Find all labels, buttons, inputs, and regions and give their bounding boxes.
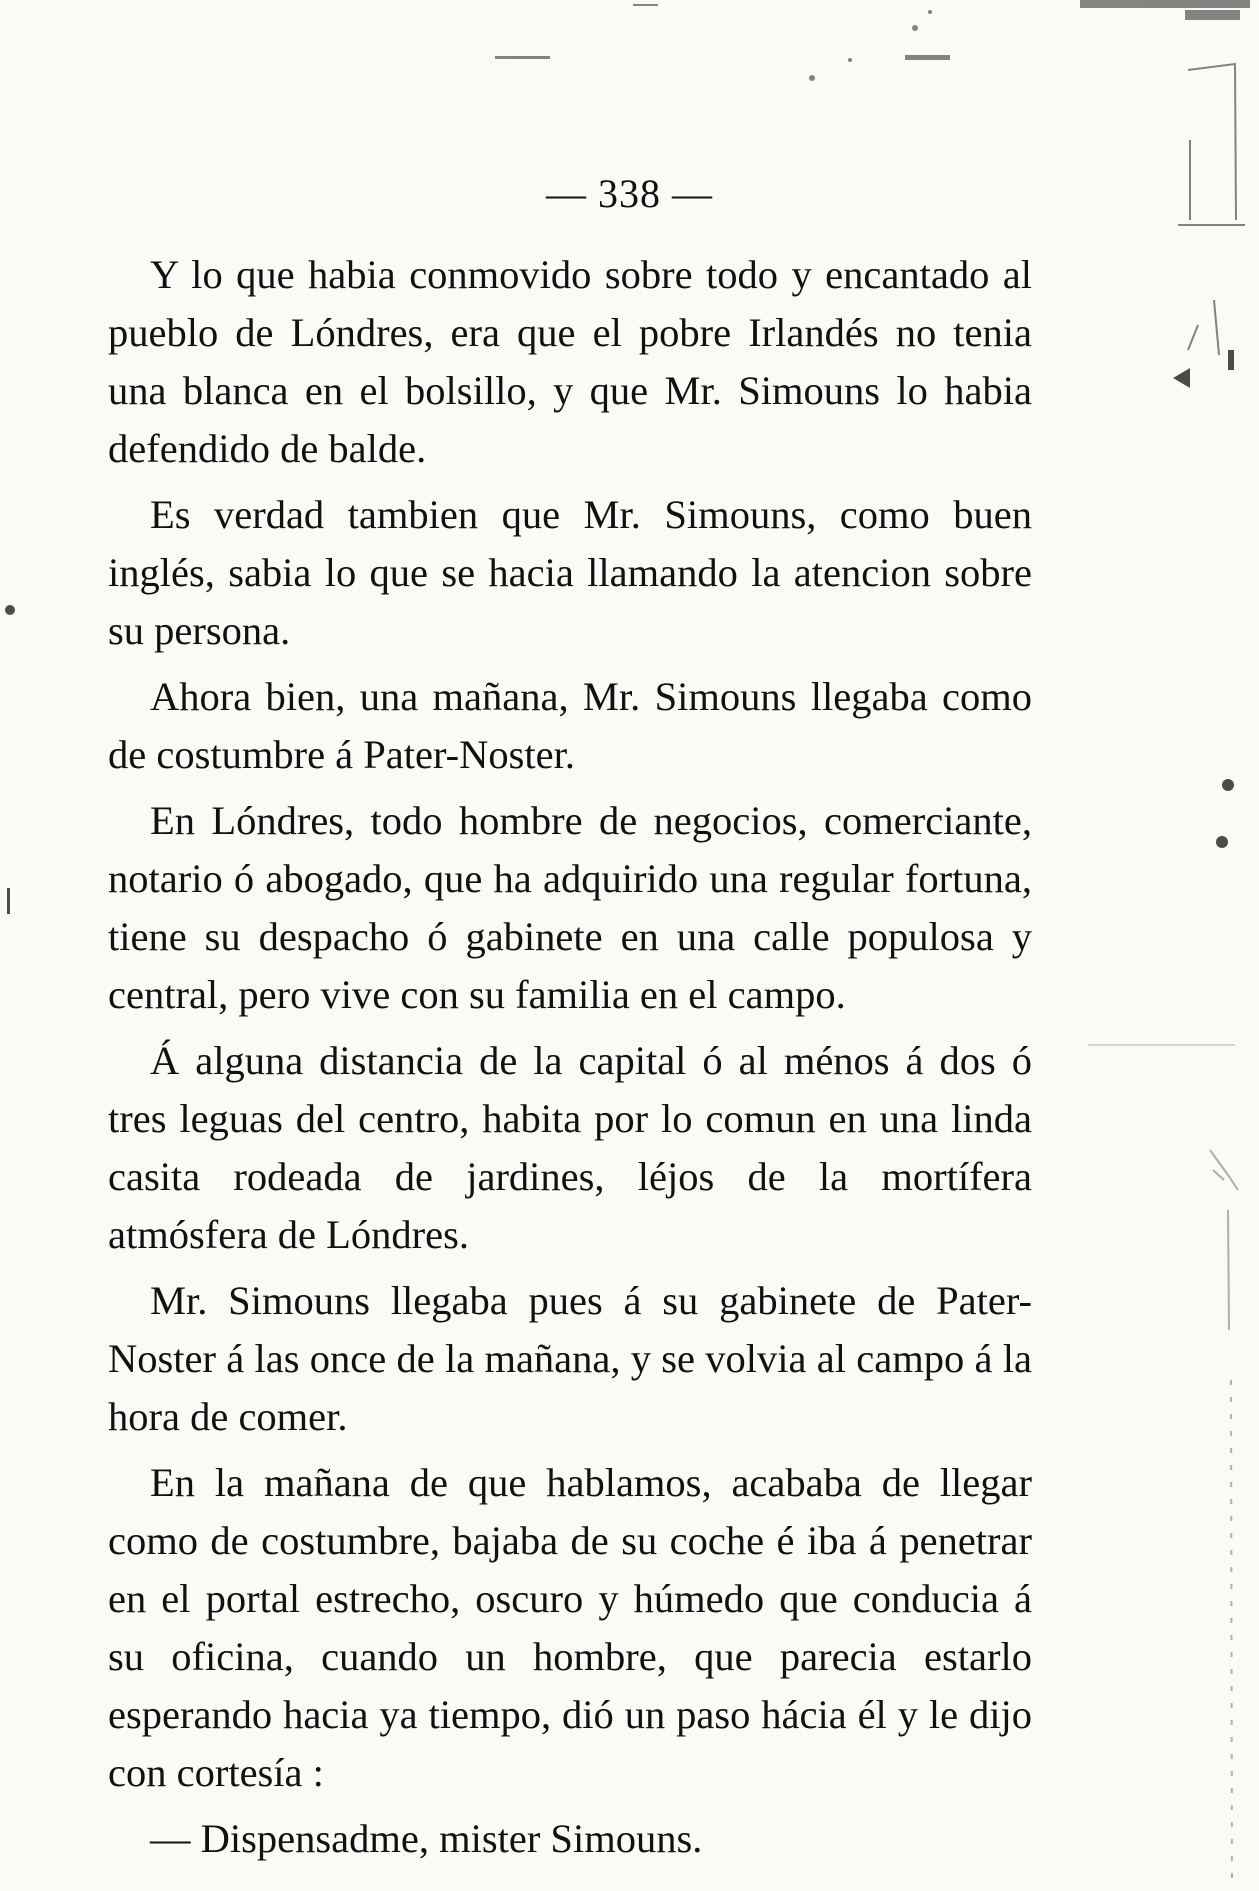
paragraph: Y lo que habia conmovido sobre todo y encantado al pueblo de Lóndres, era que el pobre Irlandés no tenia una blanca en el bolsillo, y que Mr. Simouns lo habia defendido de balde.: [108, 252, 1032, 471]
paragraph: Es verdad tambien que Mr. Simouns, como buen inglés, sabia lo que se hacia llamando la atencion sobre su persona.: [108, 492, 1032, 653]
paragraph: Mr. Simouns llegaba pues á su gabinete de Pater-Noster á las once de la mañana, y se volvia al campo á la hora de comer.: [108, 1278, 1032, 1439]
paragraph: — Dispensadme, mister Simouns.: [150, 1816, 703, 1861]
page-number: — 338 —: [546, 171, 713, 216]
paragraph: Á alguna distancia de la capital ó al ménos á dos ó tres leguas del centro, habita por lo comun en una linda casita rodeada de jardines, léjos de la mortífera atmósfera de Lóndres.: [108, 1038, 1032, 1257]
body-text: [108, 246, 1032, 1876]
paragraph: En la mañana de que hablamos, acababa de llegar como de costumbre, bajaba de su coche é iba á penetrar en el portal estrecho, oscuro y húmedo que conducia á su oficina, cuando un hombre, que parecia estarlo esperando hacia ya tiempo, dió un paso hácia él y le dijo con cortesía :: [108, 1460, 1032, 1795]
paragraph: En Lóndres, todo hombre de negocios, comerciante, notario ó abogado, que ha adquirido una regular fortuna, tiene su despacho ó gabinete en una calle populosa y central, pero vive con su familia en el campo.: [108, 798, 1032, 1017]
paragraph: Ahora bien, una mañana, Mr. Simouns llegaba como de costumbre á Pater-Noster.: [108, 674, 1032, 777]
